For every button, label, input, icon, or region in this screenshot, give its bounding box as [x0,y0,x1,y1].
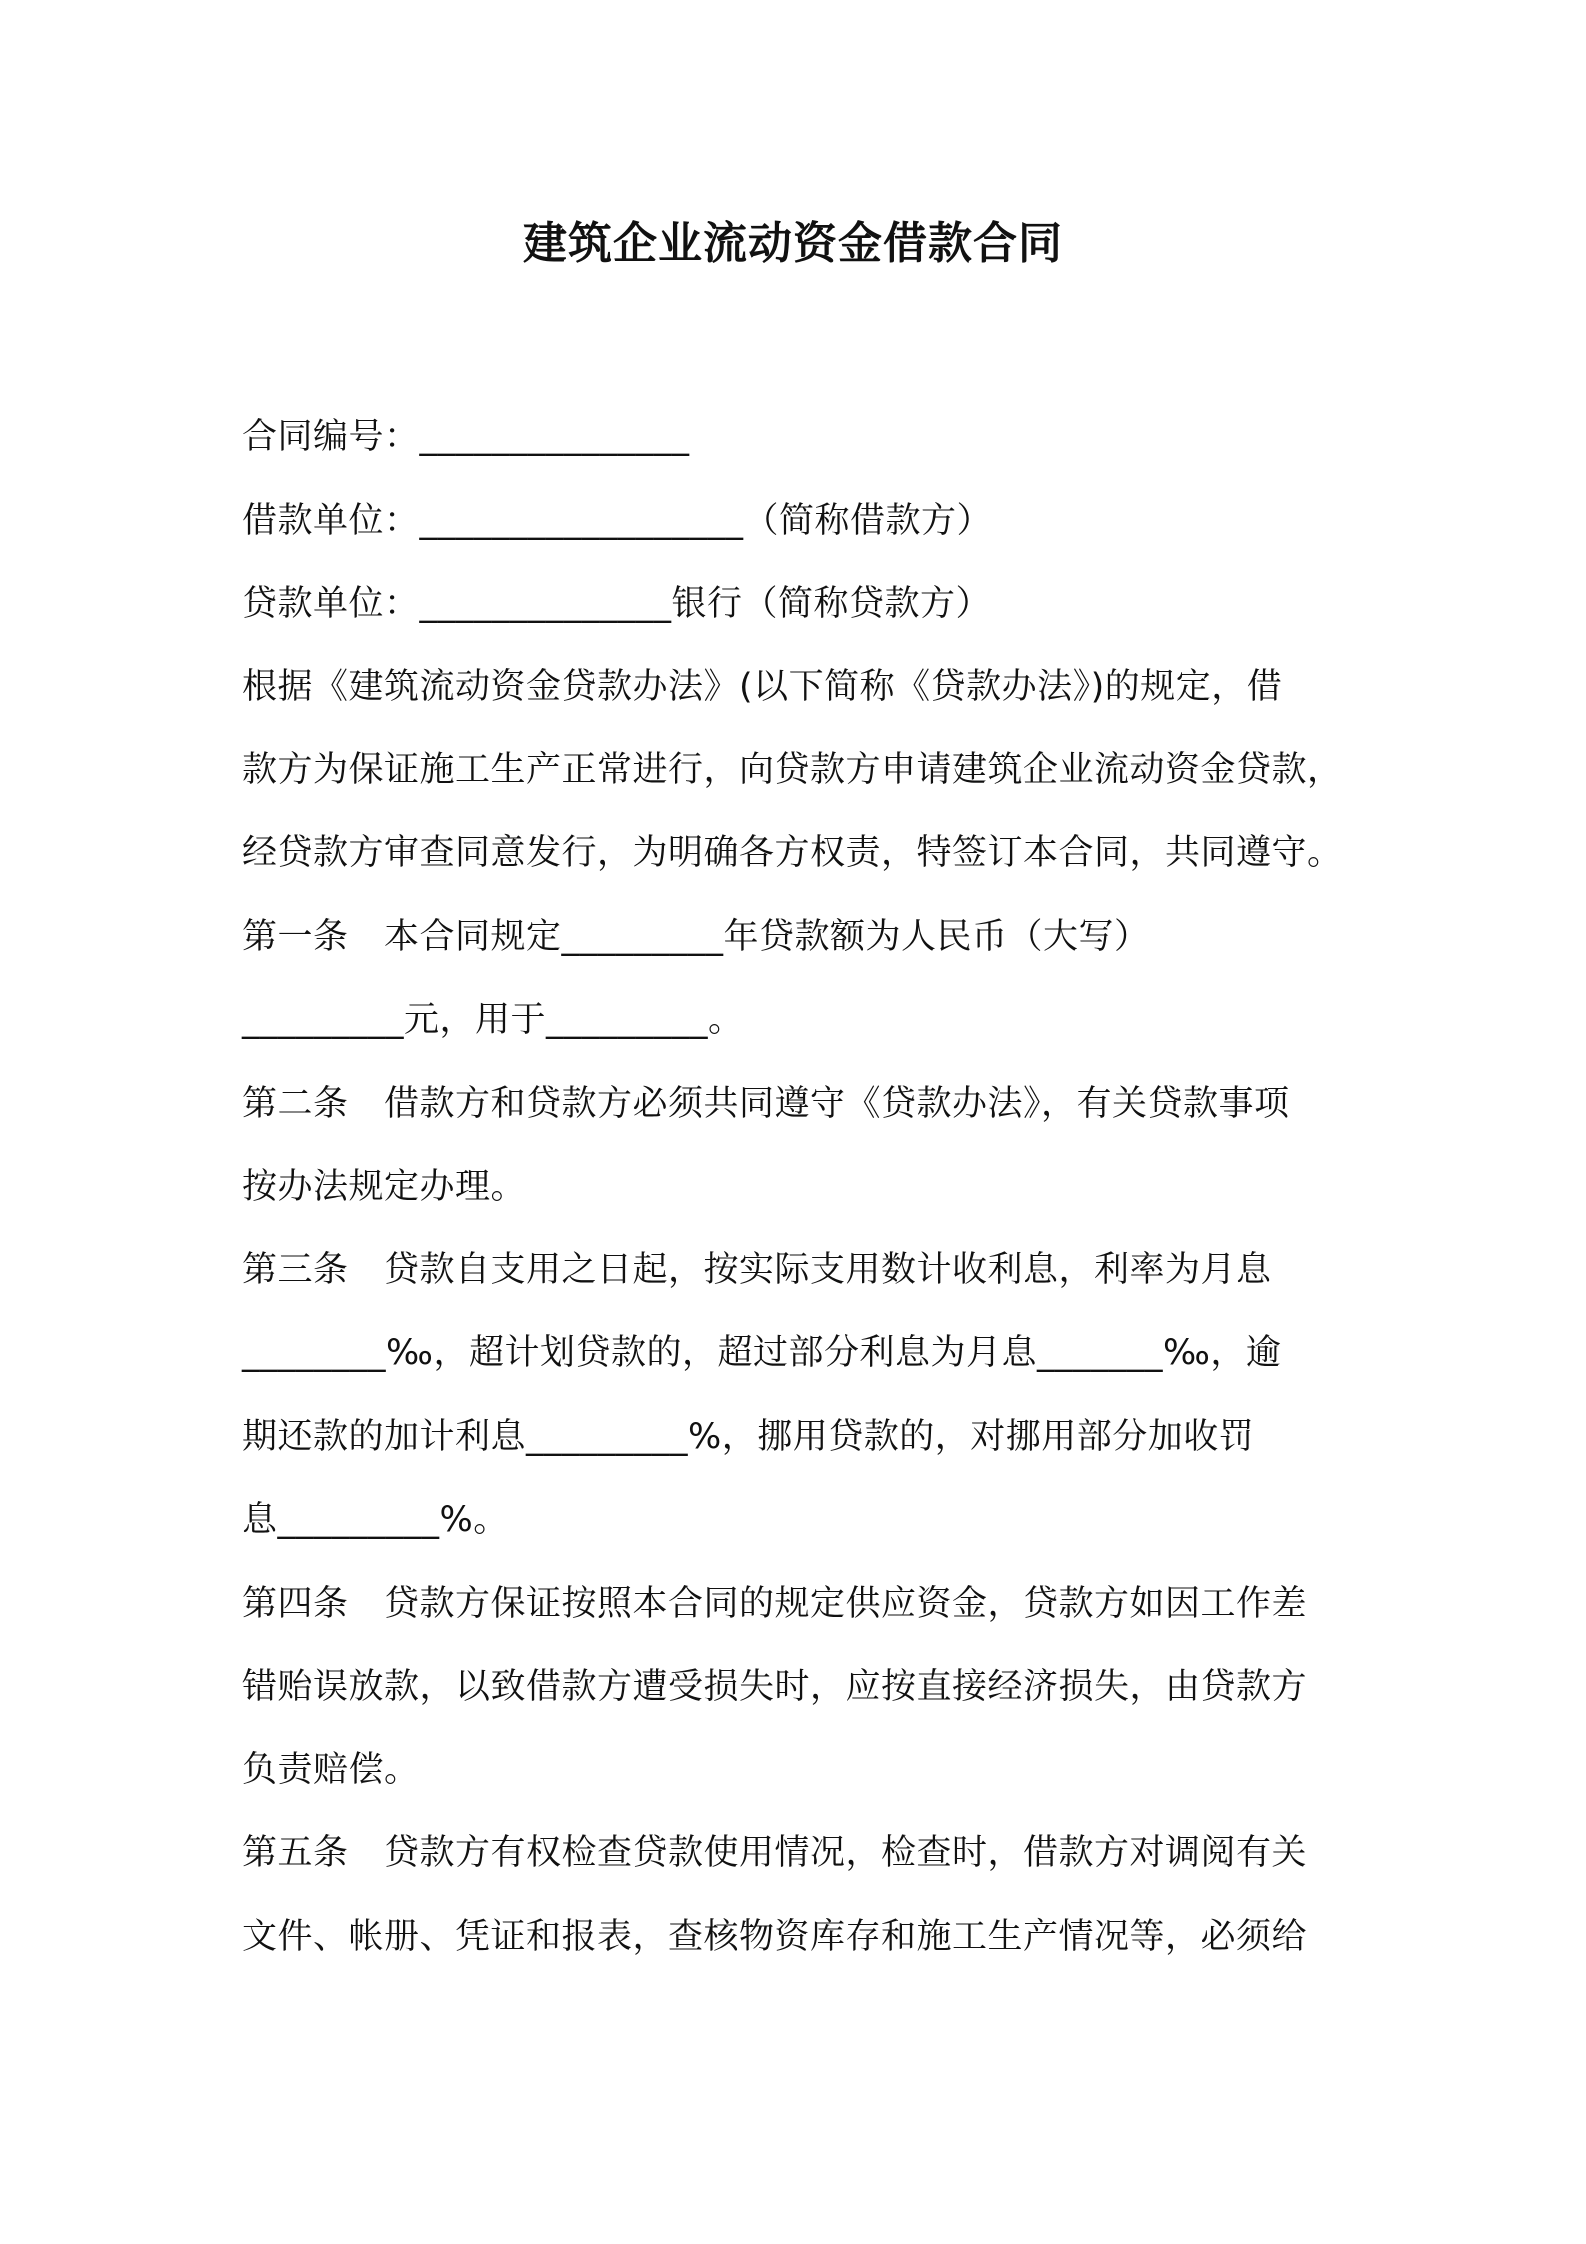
borrower-line: 借款单位：__________________（简称借款方） [242,501,993,541]
preamble-line-2: 款方为保证施工生产正常进行，向贷款方申请建筑企业流动资金贷款， [242,750,1343,790]
document-title: 建筑企业流动资金借款合同 [523,218,1063,269]
article-3-line-1: 第三条 贷款自支用之日起，按实际支用数计收利息，利率为月息 [242,1250,1272,1290]
article-1-line-2: _________元，用于_________。 [242,1000,744,1040]
article-5-line-1: 第五条 贷款方有权检查贷款使用情况，检查时，借款方对调阅有关 [242,1833,1308,1873]
contract-number-line: 合同编号：_______________ [242,417,690,457]
article-1-line-1: 第一条 本合同规定_________年贷款额为人民币（大写） [242,917,1150,957]
article-4-line-3: 负责赔偿。 [242,1750,420,1790]
article-2-line-2: 按办法规定办理。 [242,1167,527,1207]
article-4-line-1: 第四条 贷款方保证按照本合同的规定供应资金，贷款方如因工作差 [242,1584,1308,1624]
article-3-line-3: 期还款的加计利息_________%，挪用贷款的，对挪用部分加收罚 [242,1417,1255,1457]
preamble-line-1: 根据《建筑流动资金贷款办法》(以下简称《贷款办法》)的规定，借 [242,667,1283,707]
article-3-line-2: ________‰，超计划贷款的，超过部分利息为月息_______‰，逾 [242,1333,1282,1373]
article-5-line-2: 文件、帐册、凭证和报表，查核物资库存和施工生产情况等，必须给 [242,1917,1308,1957]
preamble-line-3: 经贷款方审查同意发行，为明确各方权责，特签订本合同，共同遵守。 [242,833,1343,873]
article-3-line-4: 息_________%。 [242,1500,509,1540]
article-4-line-2: 错贻误放款，以致借款方遭受损失时，应按直接经济损失，由贷款方 [242,1667,1308,1707]
lender-line: 贷款单位：______________银行（简称贷款方） [242,584,992,624]
article-2-line-1: 第二条 借款方和贷款方必须共同遵守《贷款办法》，有关贷款事项 [242,1084,1290,1124]
